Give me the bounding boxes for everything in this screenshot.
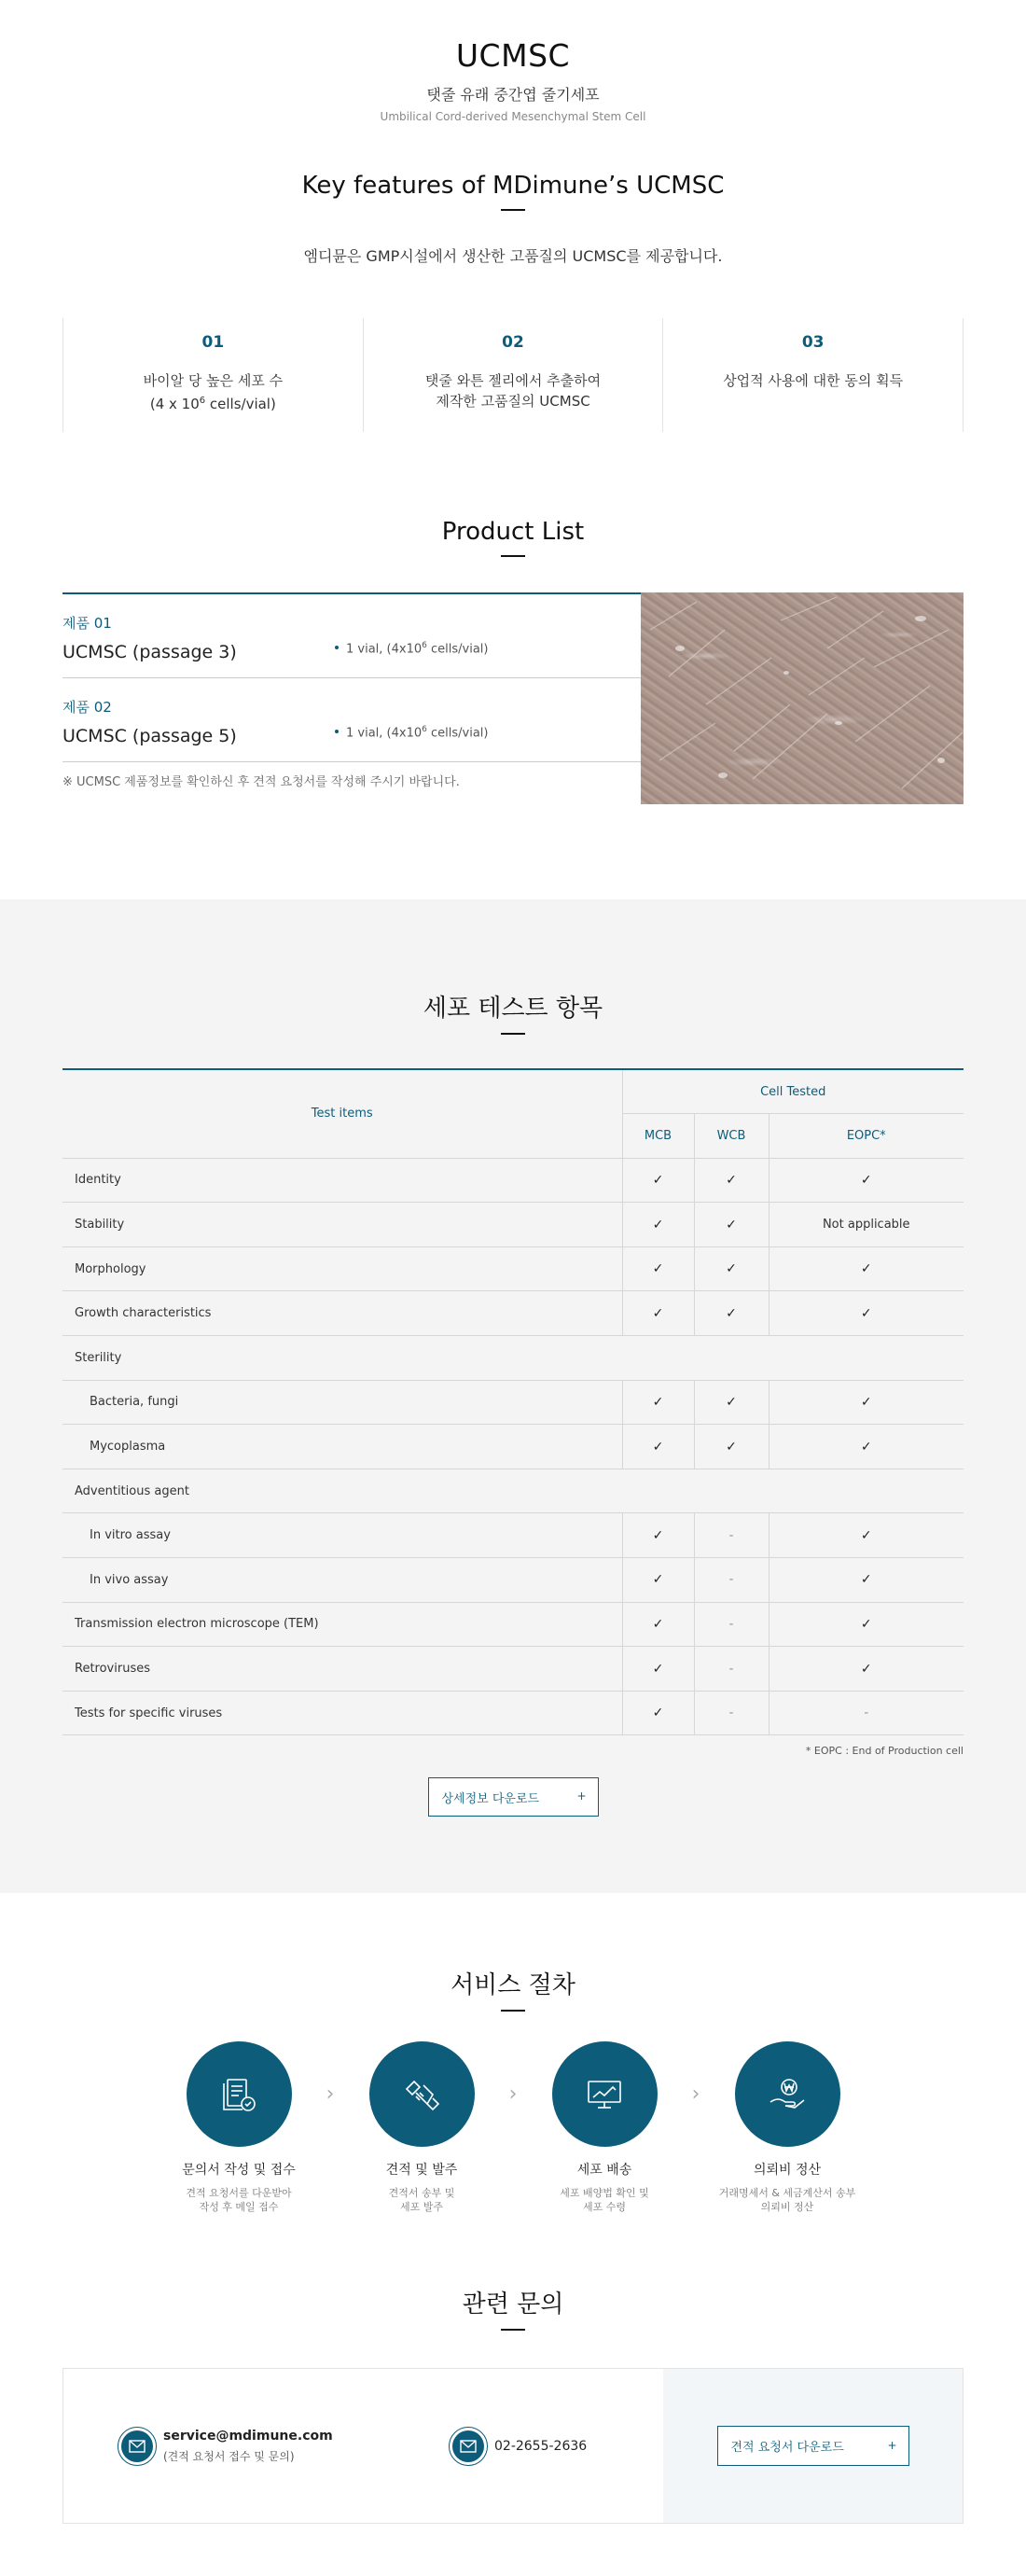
table-row [62, 1336, 964, 1381]
key-features-section [0, 172, 1026, 432]
product-spec-part: cells/vial) [426, 726, 489, 741]
check-icon: ✓ [769, 1291, 964, 1336]
check-icon: ✓ [622, 1380, 694, 1425]
envelope-icon [129, 2440, 146, 2453]
feature-line: 바이알 당 높은 세포 수 [143, 372, 284, 389]
service-step-title: 의뢰비 정산 [753, 2163, 822, 2179]
check-icon: ✓ [622, 1513, 694, 1558]
table-row [62, 1513, 964, 1558]
title-underline [501, 2329, 525, 2331]
service-step-1 [159, 2041, 319, 2214]
mail-icon [118, 2427, 157, 2466]
check-icon: ✓ [694, 1158, 769, 1203]
cell-microscope-image [641, 592, 964, 804]
check-icon: ✓ [769, 1558, 964, 1603]
check-icon: ✓ [769, 1602, 964, 1647]
product-spec-part: 1 vial, (4x10 [346, 642, 423, 657]
service-step-desc: 견적서 송부 및 세포 발주 [388, 2187, 455, 2214]
product-item [62, 678, 641, 762]
test-item-label: Morphology [62, 1246, 622, 1291]
cell-test-table [62, 1068, 964, 1735]
plus-icon: + [576, 1789, 587, 1803]
product-name: UCMSC (passage 5) [62, 726, 237, 746]
check-icon: ✓ [622, 1291, 694, 1336]
check-icon: ✓ [694, 1291, 769, 1336]
detail-download-label: 상세정보 다운로드 [441, 1791, 540, 1806]
service-step-title: 세포 배송 [576, 2163, 632, 2179]
service-step-title: 문의서 작성 및 접수 [182, 2163, 296, 2179]
table-row [62, 1158, 964, 1203]
check-icon: ✓ [694, 1246, 769, 1291]
contact-title: 관련 문의 [462, 2291, 564, 2319]
table-row [62, 1380, 964, 1425]
table-row [62, 1602, 964, 1647]
cell-test-section [0, 899, 1026, 1893]
monitor-chart-icon [582, 2072, 627, 2117]
service-step-desc: 견적 요청서를 다운받아 작성 후 메일 접수 [186, 2187, 292, 2214]
table-row [62, 1469, 964, 1513]
bullet-icon [335, 730, 339, 733]
product-spec-sup: 6 [422, 725, 427, 734]
contact-info [63, 2369, 663, 2523]
page-subtitle-ko: 탯줄 유래 중간엽 줄기세포 [426, 86, 600, 104]
feature-card-3 [663, 318, 964, 432]
quote-download-button[interactable] [717, 2426, 909, 2466]
handshake-icon [399, 2072, 444, 2117]
bullet-icon [335, 646, 339, 649]
table-row [62, 1691, 964, 1735]
contact-email-text [163, 2429, 333, 2464]
service-step-desc: 세포 배양법 확인 및 세포 수령 [560, 2187, 649, 2214]
table-row [62, 1425, 964, 1469]
contact-section [0, 2214, 1026, 2561]
product-list-section [0, 518, 1026, 804]
test-item-label: Identity [62, 1158, 622, 1203]
test-result-cell: - [694, 1558, 769, 1603]
table-row [62, 1203, 964, 1247]
product-list-body [62, 592, 964, 804]
check-icon: ✓ [622, 1425, 694, 1469]
check-icon: ✓ [769, 1158, 964, 1203]
product-label: 제품 01 [62, 615, 112, 632]
header-test-items: Test items [62, 1069, 622, 1158]
check-icon: ✓ [769, 1513, 964, 1558]
check-icon: ✓ [622, 1158, 694, 1203]
test-result-cell: - [694, 1691, 769, 1735]
feature-number: 03 [801, 333, 825, 352]
check-icon: ✓ [769, 1647, 964, 1692]
header-cell-tested: Cell Tested [622, 1069, 964, 1114]
product-list [62, 592, 641, 762]
page-title: UCMSC [455, 37, 571, 74]
cell-test-table-body [62, 1158, 964, 1735]
cell-texture [641, 592, 964, 804]
contact-phone[interactable]: 02-2655-2636 [494, 2438, 588, 2454]
check-icon: ✓ [694, 1380, 769, 1425]
contact-email[interactable]: service@mdimune.com [163, 2428, 333, 2444]
envelope-icon [460, 2440, 477, 2453]
product-spec-part: cells/vial) [426, 642, 489, 657]
detail-download-button[interactable] [428, 1777, 599, 1817]
table-footnote: * EOPC : End of Production cell [805, 1745, 964, 1758]
check-icon: ✓ [769, 1246, 964, 1291]
feature-card-1 [63, 318, 364, 432]
product-label: 제품 02 [62, 699, 112, 716]
test-result-cell: - [769, 1691, 964, 1735]
product-item [62, 594, 641, 678]
test-item-label: Tests for specific viruses [62, 1691, 622, 1735]
mail-icon [449, 2427, 488, 2466]
service-step-title: 견적 및 발주 [385, 2163, 458, 2179]
test-item-label: Growth characteristics [62, 1291, 622, 1336]
cell-test-title: 세포 테스트 항목 [423, 995, 603, 1023]
service-step-circle [735, 2041, 840, 2147]
service-step-circle [187, 2041, 292, 2147]
key-features-intro: 엠디뮨은 GMP시설에서 생산한 고품질의 UCMSC를 제공합니다. [303, 247, 723, 265]
document-check-icon [216, 2072, 261, 2117]
contact-email-note: (견적 요청서 접수 및 문의) [163, 2449, 295, 2463]
service-step-3 [524, 2041, 685, 2214]
check-icon: ✓ [622, 1558, 694, 1603]
check-icon: ✓ [694, 1425, 769, 1469]
title-underline [501, 1033, 525, 1035]
feature-text [63, 370, 363, 414]
feature-line: 상업적 사용에 대한 동의 획득 [723, 372, 904, 389]
test-item-label: Stability [62, 1203, 622, 1247]
quote-download-label: 견적 요청서 다운로드 [730, 2441, 844, 2456]
title-underline [501, 555, 525, 557]
check-icon: ✓ [694, 1203, 769, 1247]
feature-line-part: cells/vial) [205, 396, 276, 412]
table-row [62, 1558, 964, 1603]
product-spec [335, 641, 488, 656]
contact-phone-item [449, 2427, 587, 2466]
header-eopc: EOPC* [769, 1114, 964, 1159]
test-result-cell: - [694, 1647, 769, 1692]
service-step-desc: 거래명세서 & 세금계산서 송부 의뢰비 정산 [718, 2187, 856, 2214]
feature-line: 탯줄 와튼 젤리에서 추출하여 [424, 372, 602, 389]
check-icon: ✓ [622, 1246, 694, 1291]
check-icon: ✓ [622, 1602, 694, 1647]
title-underline [501, 2010, 525, 2012]
contact-box [62, 2368, 964, 2524]
feature-text [364, 370, 663, 411]
test-item-label: Bacteria, fungi [62, 1380, 622, 1425]
test-item-label: Mycoplasma [62, 1425, 622, 1469]
test-item-label: Transmission electron microscope (TEM) [62, 1602, 622, 1647]
product-spec [335, 725, 488, 740]
feature-number: 02 [502, 333, 524, 352]
test-item-label: Adventitious agent [62, 1469, 964, 1513]
table-row [62, 1291, 964, 1336]
chevron-right-icon: › [326, 2082, 335, 2107]
test-item-label: In vitro assay [62, 1513, 622, 1558]
header-wcb: WCB [694, 1114, 769, 1159]
feature-line-sup: 6 [199, 396, 206, 406]
product-name: UCMSC (passage 3) [62, 642, 237, 662]
test-result-cell: Not applicable [769, 1203, 964, 1247]
test-item-label: Sterility [62, 1336, 964, 1381]
table-header-row [62, 1069, 964, 1114]
page-subtitle-en: Umbilical Cord-derived Mesenchymal Stem Cell [380, 110, 646, 123]
contact-download-area [663, 2369, 963, 2523]
service-step-2 [341, 2041, 502, 2214]
check-icon: ✓ [622, 1647, 694, 1692]
title-underline [501, 209, 525, 211]
product-list-column [62, 592, 641, 804]
contact-email-item [118, 2427, 449, 2466]
test-item-label: Retroviruses [62, 1647, 622, 1692]
test-result-cell: - [694, 1602, 769, 1647]
check-icon: ✓ [769, 1380, 964, 1425]
feature-text [663, 370, 963, 391]
mail-icon-inner [452, 2430, 484, 2462]
feature-number: 01 [201, 333, 225, 352]
test-item-label: In vivo assay [62, 1558, 622, 1603]
mail-icon-inner [121, 2430, 153, 2462]
check-icon: ✓ [622, 1691, 694, 1735]
product-spec-part: 1 vial, (4x10 [346, 726, 423, 741]
service-step-circle [369, 2041, 475, 2147]
service-steps [0, 2041, 1026, 2214]
service-step-circle [552, 2041, 658, 2147]
chevron-right-icon: › [691, 2082, 700, 2107]
feature-line [63, 391, 363, 414]
feature-line: 제작한 고품질의 UCMSC [436, 393, 590, 410]
service-section [0, 1893, 1026, 2214]
header-mcb: MCB [622, 1114, 694, 1159]
key-features-title: Key features of MDimune’s UCMSC [301, 172, 725, 200]
feature-card-2 [364, 318, 664, 432]
plus-icon: + [887, 2439, 897, 2453]
check-icon: ✓ [622, 1203, 694, 1247]
test-result-cell: - [694, 1513, 769, 1558]
service-title: 서비스 절차 [451, 1971, 575, 2000]
chevron-right-icon: › [508, 2082, 518, 2107]
check-icon: ✓ [769, 1425, 964, 1469]
product-list-title: Product List [441, 518, 585, 546]
won-hand-icon [765, 2072, 810, 2117]
table-row [62, 1246, 964, 1291]
key-features-cards [62, 318, 964, 432]
product-note: ※ UCMSC 제품정보를 확인하신 후 견적 요청서를 작성해 주시기 바랍니다. [62, 775, 460, 789]
service-step-4 [707, 2041, 867, 2214]
table-row [62, 1647, 964, 1692]
feature-line-part: (4 x 10 [149, 396, 200, 412]
hero [0, 0, 1026, 123]
product-spec-sup: 6 [422, 641, 427, 650]
